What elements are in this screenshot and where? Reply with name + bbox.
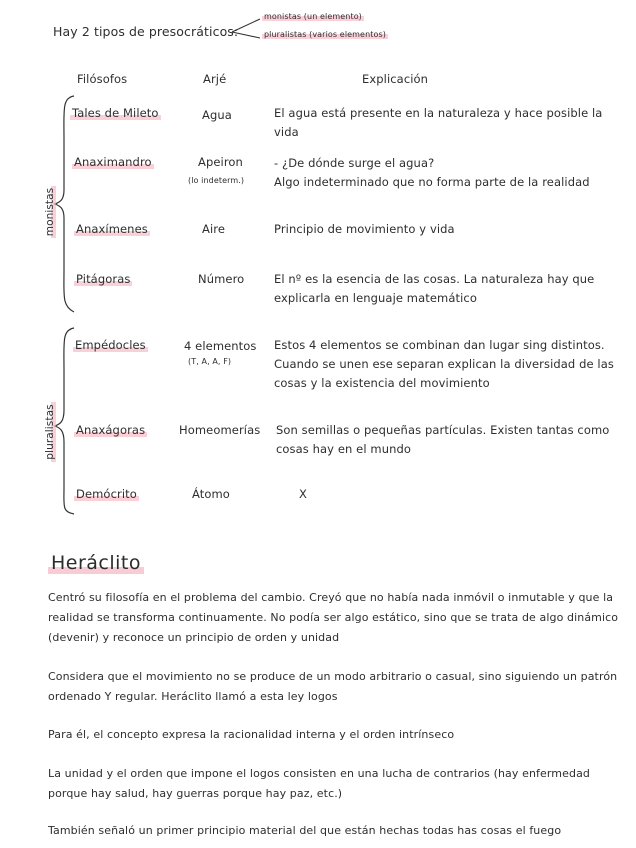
paragraph: Considera que el movimiento no se produce de un modo arbitrario o casual, sino siguiendo un patrón ordenado Y regular. Heráclito llamó a esta ley logos (48, 670, 618, 703)
row-name: Anaxágoras (76, 423, 146, 437)
row-explanation: Son semillas o pequeñas partículas. Existen tantas como cosas hay en el mundo (276, 423, 610, 456)
row-explanation: X (299, 487, 307, 501)
intro-lead: Hay 2 tipos de presocráticos: (53, 24, 239, 39)
pluralistas-brace (55, 328, 74, 514)
row-arje: 4 elementos (184, 339, 257, 353)
paragraph: Para él, el concepto expresa la racionalidad interna y el orden intrínseco (48, 728, 455, 741)
row-explanation: El agua está presente en la naturaleza y hace posible la vida (274, 106, 603, 139)
row-arje-note: (T, A, A, F) (188, 357, 232, 366)
group-label-pluralistas: pluralistas (44, 404, 56, 460)
header-arje: Arjé (203, 72, 227, 86)
row-explanation: Principio de movimiento y vida (274, 222, 455, 236)
row-arje: Átomo (192, 487, 230, 501)
paragraph: Centró su filosofía en el problema del cambio. Creyó que no había nada inmóvil o inmutable y que la realidad se transforma continuamente. No podía ser algo estático, sino que se trata de algo dinámico (devenir) y reconoce un principio de orden y unidad (48, 591, 619, 644)
row-arje: Número (198, 272, 245, 286)
row-arje: Homeomerías (179, 423, 261, 437)
row-explanation: Estos 4 elementos se combinan dan lugar sing distintos. Cuando se unen ese separan explican la diversidad de las cosas y la existencia del movimiento (274, 338, 614, 390)
row-name: Demócrito (76, 487, 137, 501)
section-title: Heráclito (48, 552, 144, 574)
row-name: Anaxímenes (76, 222, 148, 236)
monistas-brace (55, 96, 74, 312)
row-arje: Agua (202, 108, 232, 122)
row-name: Anaximandro (74, 155, 152, 169)
row-arje: Aire (202, 222, 226, 236)
paragraph: También señaló un primer principio material del que están hechas todas has cosas el fuego (48, 824, 562, 837)
header-philosophers: Filósofos (77, 72, 128, 86)
type-monistas: monistas (un elemento) (264, 12, 362, 21)
paragraph: La unidad y el orden que impone el logos consisten en una lucha de contrarios (hay enfermedad porque hay salud, hay guerras porque hay paz, etc.) (48, 767, 590, 800)
type-pluralistas: pluralistas (varios elementos) (264, 30, 386, 39)
row-explanation: El nº es la esencia de las cosas. La naturaleza hay que explicarla en lenguaje matemático (274, 272, 595, 305)
row-name: Empédocles (75, 338, 146, 352)
row-explanation: - ¿De dónde surge el agua? Algo indeterminado que no forma parte de la realidad (274, 156, 590, 189)
header-explanation: Explicación (362, 72, 429, 86)
row-arje-note: (lo indeterm.) (188, 176, 245, 185)
row-name: Tales de Mileto (72, 106, 159, 120)
row-arje: Apeiron (198, 155, 243, 169)
group-label-monistas: monistas (44, 187, 56, 237)
row-name: Pitágoras (76, 272, 131, 286)
